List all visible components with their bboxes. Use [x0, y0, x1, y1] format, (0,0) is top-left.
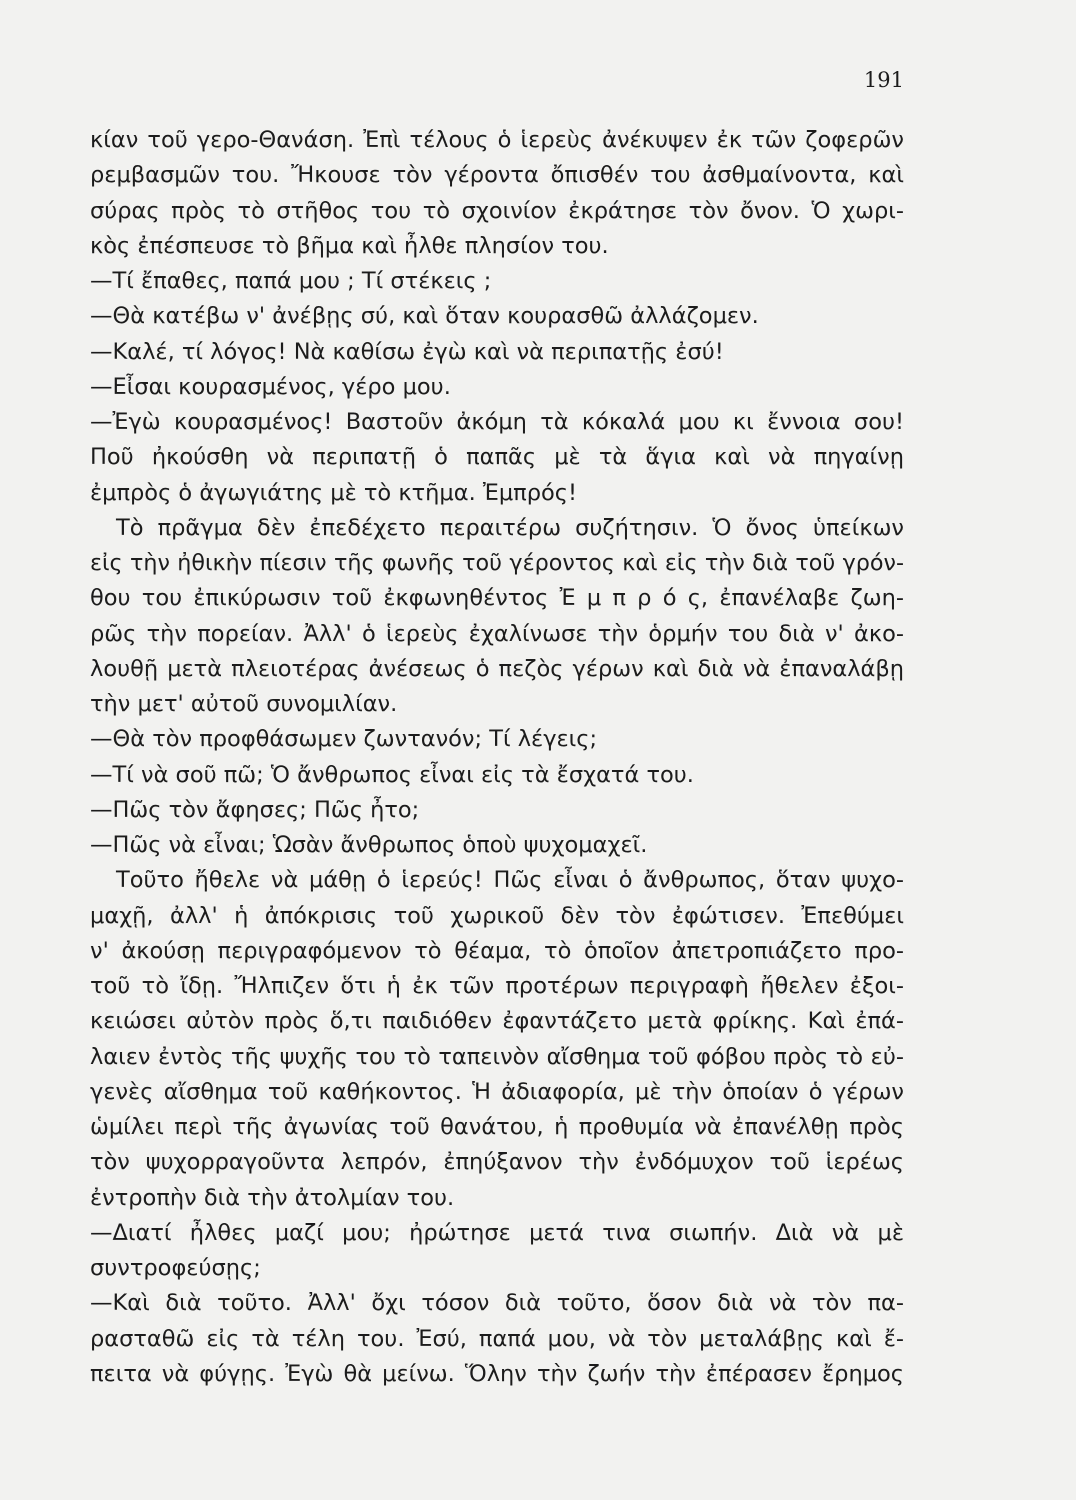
text-line: ἐμπρὸς ὁ ἀγωγιάτης μὲ τὸ κτῆμα. Ἐμπρός! — [90, 479, 578, 506]
dialogue-line: —Εἶσαι κουρασμένος, γέρο μου. — [90, 373, 451, 400]
text-line: τοῦ τὸ ἴδῃ. Ἤλπιζεν ὅτι ἡ ἐκ τῶν προτέρων περιγραφὴ ἤθελεν ἐξοι- — [90, 973, 904, 999]
text-line: γενὲς αἴσθημα τοῦ καθήκοντος. Ἡ ἀδιαφορία, μὲ τὴν ὁποίαν ὁ γέρων — [90, 1078, 904, 1105]
text-line: θου του ἐπικύρωσιν τοῦ ἐκφωνηθέντος Ἐ μ π ρ ό ς, ἐπανέλαβε ζωη- — [90, 585, 904, 612]
dialogue-line: —Θὰ τὸν προφθάσωμεν ζωντανόν; Τί λέγεις; — [90, 726, 598, 753]
text-line: μαχῇ, ἀλλ' ἡ ἀπόκρισις τοῦ χωρικοῦ δὲν τὸν ἐφώτισεν. Ἐπεθύμει — [90, 902, 904, 929]
paragraph-start-line: Τοῦτο ἤθελε νὰ μάθῃ ὁ ἱερεύς! Πῶς εἶναι ὁ ἄνθρωπος, ὅταν ψυχο- — [116, 867, 904, 894]
dialogue-line: —Ἐγὼ κουρασμένος! Βαστοῦν ἀκόμη τὰ κόκαλά μου κι ἔννοια σου! — [90, 409, 904, 435]
text-line: κίαν τοῦ γερο-Θανάση. Ἐπὶ τέλους ὁ ἱερεὺς ἀνέκυψεν ἐκ τῶν ζοφερῶν — [90, 127, 904, 153]
dialogue-line: —Θὰ κατέβω ν' ἀνέβῃς σύ, καὶ ὅταν κουρασθῶ ἀλλάζομεν. — [90, 303, 759, 330]
text-line: κειώσει αὐτὸν πρὸς ὅ,τι παιδιόθεν ἐφαντάζετο μετὰ φρίκης. Καὶ ἐπά- — [90, 1008, 904, 1035]
text-line: λουθῇ μετὰ πλειοτέρας ἀνέσεως ὁ πεζὸς γέρων καὶ διὰ νὰ ἐπαναλάβῃ — [90, 655, 904, 682]
text-line: συντροφεύσῃς; — [90, 1255, 261, 1281]
text-line: Ποῦ ἠκούσθη νὰ περιπατῇ ὁ παπᾶς μὲ τὰ ἅγια καὶ νὰ πηγαίνῃ — [90, 444, 904, 471]
dialogue-line: —Πῶς νὰ εἶναι; Ὡσὰν ἄνθρωπος ὁποὺ ψυχομαχεῖ. — [90, 832, 648, 858]
paragraph-start-line: Τὸ πρᾶγμα δὲν ἐπεδέχετο περαιτέρω συζήτησιν. Ὁ ὄνος ὑπείκων — [116, 514, 904, 541]
dialogue-line: —Καλέ, τί λόγος! Νὰ καθίσω ἐγὼ καὶ νὰ περιπατῇς ἐσύ! — [90, 338, 724, 365]
text-line: κὸς ἐπέσπευσε τὸ βῆμα καὶ ἦλθε πλησίον του. — [90, 232, 609, 259]
page-number: 191 — [863, 68, 904, 92]
page-text — [90, 123, 904, 1392]
text-line: λαιεν ἐντὸς τῆς ψυχῆς του τὸ ταπεινὸν αἴσθημα τοῦ φόβου πρὸς τὸ εὐ- — [90, 1043, 904, 1070]
text-line: ρασταθῶ εἰς τὰ τέλη του. Ἐσύ, παπά μου, νὰ τὸν μεταλάβῃς καὶ ἔ- — [90, 1325, 904, 1352]
text-line: τὴν μετ' αὐτοῦ συνομιλίαν. — [90, 691, 398, 717]
text-line: πειτα νὰ φύγῃς. Ἐγὼ θὰ μείνω. Ὅλην τὴν ζωήν τὴν ἐπέρασεν ἔρημος — [90, 1360, 904, 1387]
text-line: ἐντροπὴν διὰ τὴν ἀτολμίαν του. — [90, 1184, 455, 1211]
dialogue-line: —Πῶς τὸν ἄφησες; Πῶς ἦτο; — [90, 796, 420, 823]
text-line: σύρας πρὸς τὸ στῆθος του τὸ σχοινίον ἐκράτησε τὸν ὄνον. Ὁ χωρι- — [90, 197, 904, 224]
dialogue-line: —Καὶ διὰ τοῦτο. Ἀλλ' ὄχι τόσον διὰ τοῦτο, ὅσον διὰ νὰ τὸν πα- — [90, 1290, 904, 1317]
dialogue-line: —Τί ἔπαθες, παπά μου ; Τί στέκεις ; — [90, 268, 492, 294]
dialogue-line: —Τί νὰ σοῦ πῶ; Ὁ ἄνθρωπος εἶναι εἰς τὰ ἔσχατά του. — [90, 761, 694, 788]
text-line: ὡμίλει περὶ τῆς ἀγωνίας τοῦ θανάτου, ἡ προθυμία νὰ ἐπανέλθῃ πρὸς — [90, 1114, 904, 1140]
text-line: εἰς τὴν ἠθικὴν πίεσιν τῆς φωνῆς τοῦ γέροντος καὶ εἰς τὴν διὰ τοῦ γρόν- — [90, 550, 904, 576]
text-line: ρεμβασμῶν του. Ἤκουσε τὸν γέροντα ὄπισθέν του ἀσθμαίνοντα, καὶ — [90, 162, 904, 189]
text-line: ν' ἀκούσῃ περιγραφόμενον τὸ θέαμα, τὸ ὁποῖον ἀπετροπιάζετο προ- — [90, 937, 904, 964]
text-line: ρῶς τὴν πορείαν. Ἀλλ' ὁ ἱερεὺς ἐχαλίνωσε τὴν ὁρμήν του διὰ ν' ἀκο- — [90, 620, 904, 647]
dialogue-line: —Διατί ἦλθες μαζί μου; ἠρώτησε μετά τινα σιωπήν. Διὰ νὰ μὲ — [90, 1219, 904, 1246]
text-line: τὸν ψυχορραγοῦντα λεπρόν, ἐπηύξανον τὴν ἐνδόμυχον τοῦ ἱερέως — [90, 1149, 904, 1176]
